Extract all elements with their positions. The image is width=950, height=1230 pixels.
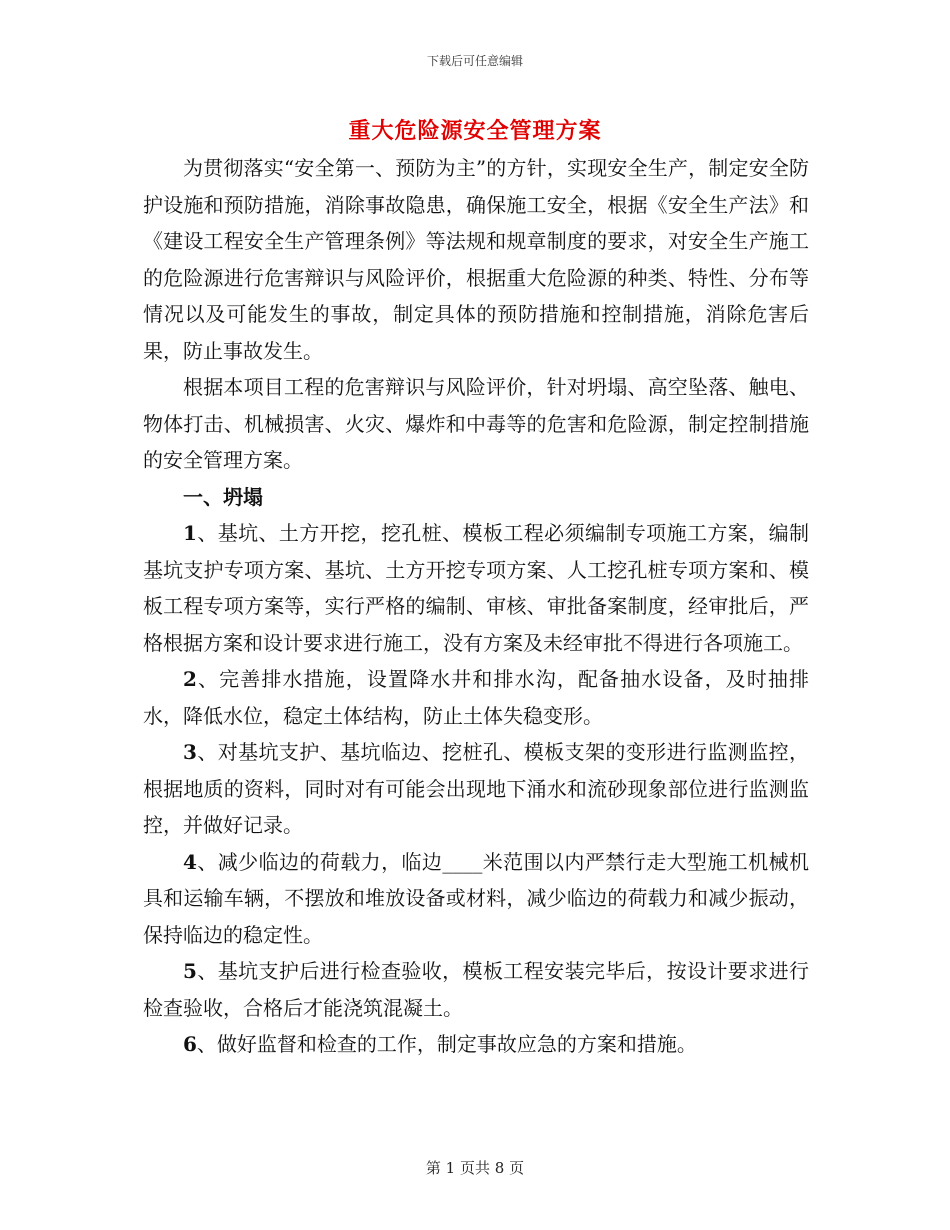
list-item (143, 661, 809, 734)
item-text: 、基坑支护后进行检查验收，模板工程安装完毕后，按设计要求进行检查验收，合格后才能浇筑混凝土。 (143, 959, 809, 1020)
list-item (143, 1026, 809, 1063)
item-number: 3 (183, 740, 197, 764)
item-text: 、基坑、土方开挖，挖孔桩、模板工程必须编制专项施工方案，编制基坑支护专项方案、基坑、土方开挖专项方案、人工挖孔桩专项方案和、模板工程专项方案等，实行严格的编制、审核、审批备案制度，经审批后，严格根据方案和设计要求进行施工，没有方案及未经审批不得进行各项施工。 (143, 521, 809, 655)
list-item (143, 515, 809, 661)
item-number: 2 (183, 667, 197, 691)
item-text: 、减少临边的荷载力，临边____米范围以内严禁行走大型施工机械机具和运输车辆，不摆放和堆放设备或材料，减少临边的荷载力和减少振动，保持临边的稳定性。 (143, 849, 809, 947)
item-number: 1 (183, 521, 197, 545)
item-number: 6 (183, 1032, 197, 1056)
item-number: 4 (183, 849, 197, 874)
item-text: 、做好监督和检查的工作，制定事故应急的方案和措施。 (196, 1032, 697, 1056)
list-item (143, 953, 809, 1026)
item-text: 、对基坑支护、基坑临边、挖桩孔、模板支架的变形进行监测监控，根据地质的资料，同时对有可能会出现地下涌水和流砂现象部位进行监测监控，并做好记录。 (143, 740, 809, 837)
document-title: 重大危险源安全管理方案 (348, 118, 602, 144)
list-item (143, 734, 809, 844)
intro-paragraph: 根据本项目工程的危害辩识与风险评价，针对坍塌、高空坠落、触电、物体打击、机械损害、火灾、爆炸和中毒等的危害和危险源，制定控制措施的安全管理方案。 (143, 375, 809, 472)
item-text: 、完善排水措施，设置降水井和排水沟，配备抽水设备，及时抽排水，降低水位，稳定土体结构，防止土体失稳变形。 (143, 667, 809, 728)
document-body (143, 150, 809, 1063)
intro-paragraph: 为贯彻落实“安全第一、预防为主”的方针，实现安全生产，制定安全防护设施和预防措施，消除事故隐患，确保施工安全，根据《安全生产法》和《建设工程安全生产管理条例》等法规和规章制度的要求，对安全生产施工的危险源进行危害辩识与风险评价，根据重大危险源的种类、特性、分布等情况以及可能发生的事故，制定具体的预防措施和控制措施，消除危害后果，防止事故发生。 (143, 156, 809, 363)
item-number: 5 (183, 959, 197, 983)
section-heading: 一、坍塌 (183, 484, 263, 509)
page-number: 第 1 页共 8 页 (425, 1159, 525, 1177)
list-item (143, 844, 809, 954)
page-header: 下载后可任意编辑 (426, 54, 523, 68)
